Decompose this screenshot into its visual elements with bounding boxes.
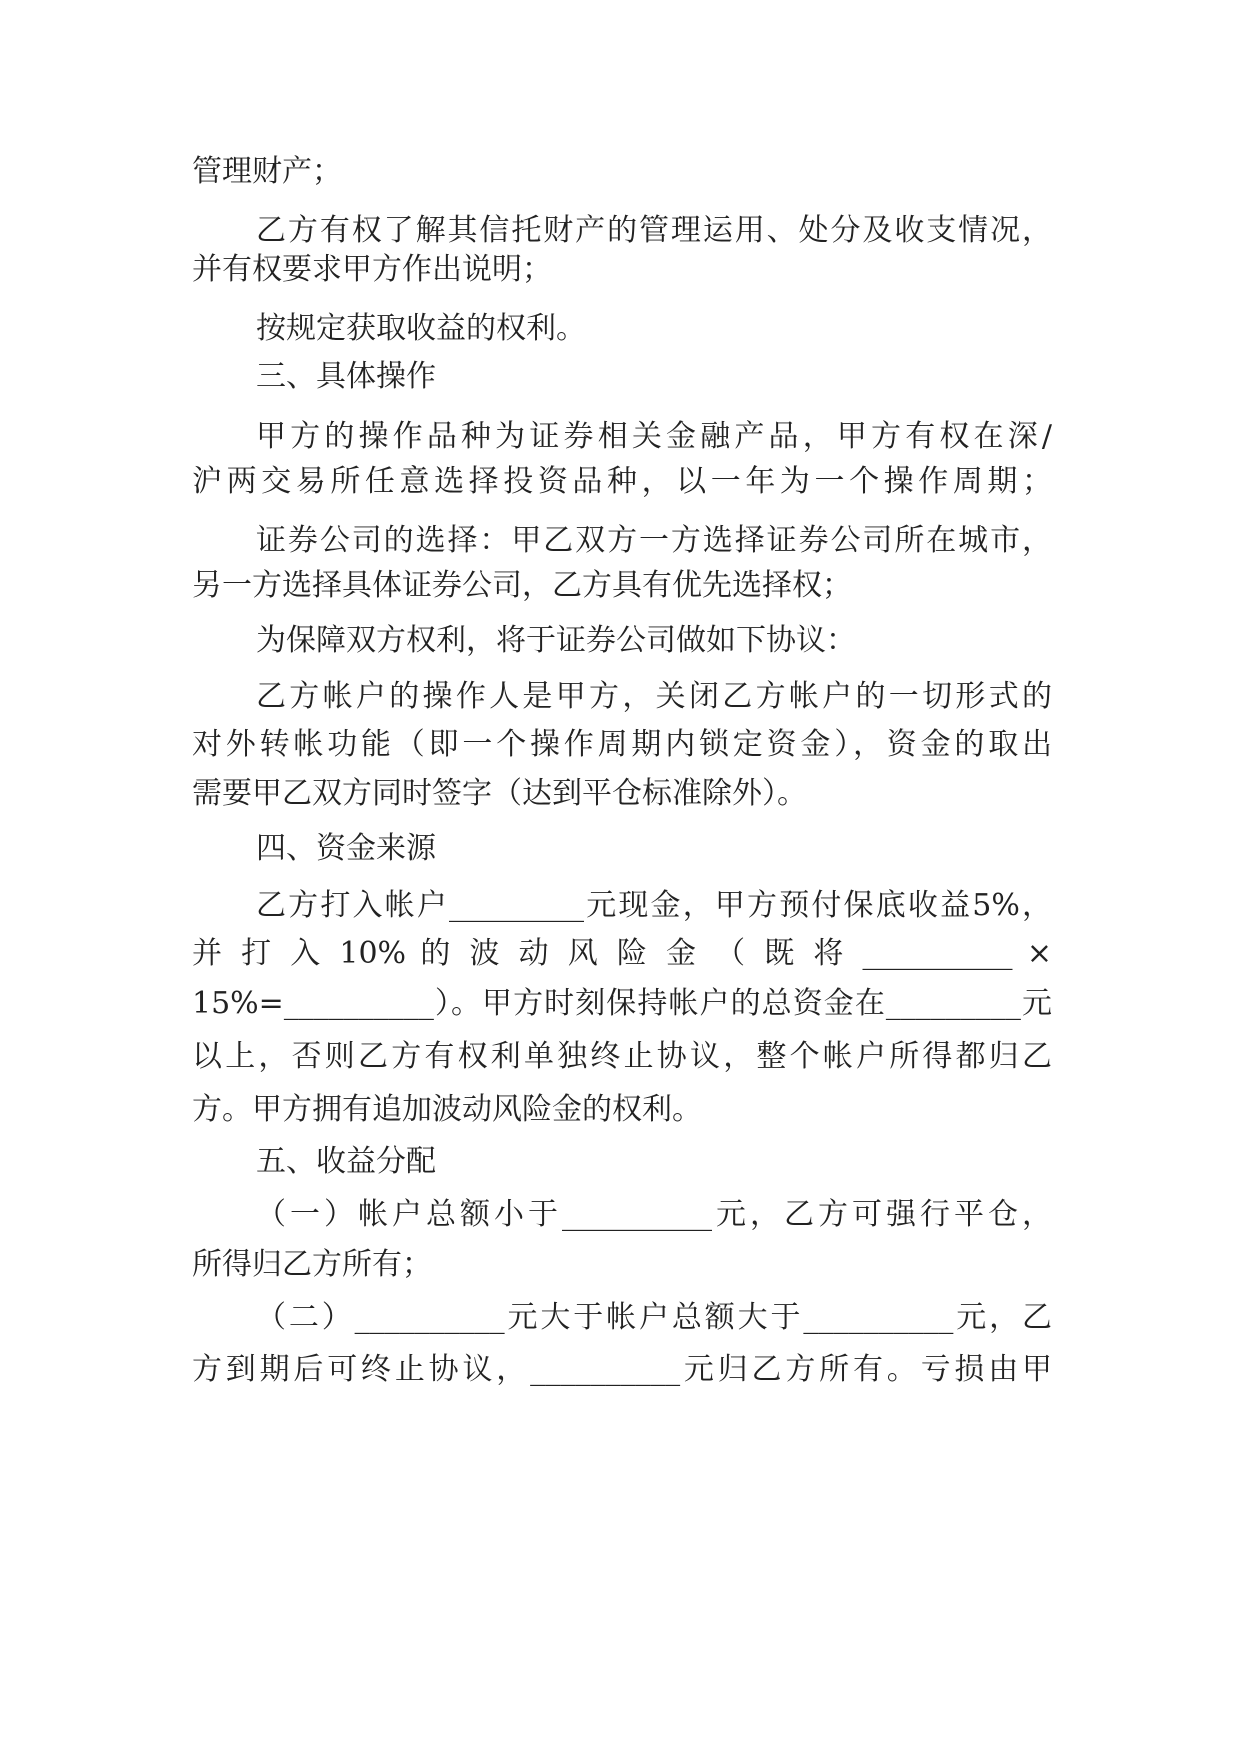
text-line-23: （二）__________元大于帐户总额大于__________元，乙 [256,1300,1052,1335]
text-line-9: 另一方选择具体证券公司，乙方具有优先选择权； [192,568,852,603]
text-line-1: 管理财产； [192,154,342,189]
text-line-15: 乙方打入帐户_________元现金，甲方预付保底收益5%， [256,888,1052,923]
text-line-7: 沪两交易所任意选择投资品种，以一年为一个操作周期； [192,464,1052,499]
text-line-21: （一）帐户总额小于__________元，乙方可强行平仓， [256,1197,1052,1232]
text-line-10: 为保障双方权利，将于证券公司做如下协议： [256,623,856,658]
text-line-18: 以上，否则乙方有权利单独终止协议，整个帐户所得都归乙 [192,1039,1052,1074]
text-line-6: 甲方的操作品种为证券相关金融产品，甲方有权在深/ [256,419,1052,454]
section-heading-5: 五、收益分配 [256,1144,436,1179]
text-line-22: 所得归乙方所有； [192,1247,432,1282]
text-line-4: 按规定获取收益的权利。 [256,311,586,346]
text-line-3: 并有权要求甲方作出说明； [192,252,552,287]
text-line-2: 乙方有权了解其信托财产的管理运用、处分及收支情况， [256,213,1052,248]
text-line-16: 并 打 入 10% 的 波 动 风 险 金 （ 既 将 __________ × [192,936,1052,971]
text-line-19: 方。甲方拥有追加波动风险金的权利。 [192,1092,702,1127]
text-line-12: 对外转帐功能（即一个操作周期内锁定资金），资金的取出 [192,727,1052,762]
text-line-8: 证券公司的选择：甲乙双方一方选择证券公司所在城市， [256,523,1052,558]
section-heading-4: 四、资金来源 [256,831,436,866]
text-line-11: 乙方帐户的操作人是甲方，关闭乙方帐户的一切形式的 [256,679,1052,714]
text-line-24: 方到期后可终止协议，__________元归乙方所有。亏损由甲 [192,1352,1052,1387]
text-line-13: 需要甲乙双方同时签字（达到平仓标准除外）。 [192,776,807,811]
section-heading-3: 三、具体操作 [256,359,436,394]
text-line-17: 15%=__________）。甲方时刻保持帐户的总资金在_________元 [192,986,1052,1021]
